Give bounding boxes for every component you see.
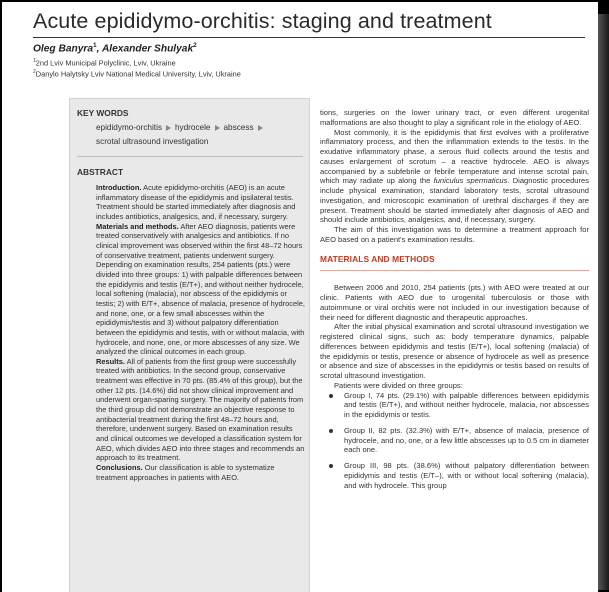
- triangle-separator-icon: [258, 125, 263, 131]
- abstract-conclusions: [96, 463, 306, 482]
- list-item: Group II, 82 pts. (32.3%) with E/T+, absence of malacia, presence of hydrocele, and no, one, or a few little abscesses up to 0.5 cm in diameter each one.: [320, 426, 589, 455]
- affiliation-2-text: Danylo Halytsky Lviv National Medical University, Lviv, Ukraine: [35, 69, 241, 79]
- triangle-separator-icon: [166, 125, 171, 131]
- abstract-label: Introduction.: [96, 183, 142, 192]
- abstract-methods: [96, 222, 306, 357]
- section-divider: [320, 270, 589, 271]
- author-separator: ,: [96, 43, 102, 55]
- author-1-affil-mark: 1: [93, 42, 97, 49]
- keyword: epididymo-orchitis: [96, 123, 162, 132]
- body-paragraph: Between 2006 and 2010, 254 patients (pts.) with AEO were treated at our clinic. Patients with AEO due to urogenital tuberculosis or those with autoimmune or viral orchitis were not included in our investigation because of their need for different diagnostic and therapeutic approaches.: [320, 283, 589, 322]
- abstract-introduction: [96, 183, 306, 222]
- article-page: [2, 2, 598, 592]
- abstract-text: After AEO diagnosis, patients were treated conservatively with analgesics and antibiotics. If no clinical improvement was observed within the first 48–72 hours of conservative treatment, patients underwent surgery. Depending on examination results, 254 patients (pts.) were divided into three groups: 1) with palpable differences between the epididymis and testis (E/T+), and without neither hydrocele, local softening (malacia), nor abscess of the epididymis or testis; 2) with E/T+, absence of malacia, presence of hydrocele, and none, one, or a few small abscesses within the epididymis/testis and 3) without palpatory differentiation between the epididymis and testis, with or without malacia, with hydrocele, and none, one, or more abscesses of any size. We analyzed the clinical outcomes in each group.: [96, 221, 305, 357]
- affiliation-1: [33, 58, 176, 67]
- article-body: [320, 108, 589, 496]
- abstract-text: All of patients from the first group were successfully treated with antibiotics. In the second group, conservative treatment was effective in 70 pts. (85.4% of this group), but the other 12 pts. (14.6%) did not show clinical improvement and underwent organ-sparing surgery. The majority of patients from the third group did not demonstrate an objective response to antibacterial treatment during the first 48–72 hours and, therefore, underwent surgery. Based on examination results and clinical outcomes we developed a classification system for AEO, which divides AEO into three stages and recommends an approach to its treatment.: [96, 356, 305, 463]
- group-list: [320, 391, 589, 491]
- page-shadow: [598, 14, 609, 590]
- body-paragraph: After the initial physical examination and scrotal ultrasound investigation we registered clinical signs, such as: body temperature dynamics, palpable differences between epididymis and testis (E/T+), local softening (malacia) of the epididymis or testis, presence or absence of hydrocele as well as presence or absence and size of abscesses in the epididymis or testis based on results of scrotal ultrasound investigation.: [320, 322, 589, 380]
- body-paragraph: Patients were divided on three groups:: [334, 380, 463, 390]
- emphasis-term: funiculus spermaticus: [433, 176, 508, 186]
- abstract-label: Results.: [96, 356, 125, 366]
- list-item: Group I, 74 pts. (29.1%) with palpable differences between epididymis and testis (E/T+), and without neither hydrocele, malacia, nor abscesses in the epididymis or testis.: [320, 391, 589, 420]
- body-paragraph: tions, surgeries on the lower urinary tract, or even different urogenital malformations are also thought to play a significant role in the etiology of AEO.: [320, 108, 589, 127]
- abstract-results: [96, 357, 306, 463]
- body-text: . Diagnostic procedures include physical examination, standard laboratory tests, scrotal ultrasound investigation, and microscopic examination of urethral discharges if they are present. Treatment should be started immediately after diagnosis of AEO and should include antibiotics, analgesics, and, if necessary, surgery.: [320, 176, 589, 225]
- title-divider: [33, 37, 585, 38]
- keyword: hydrocele: [174, 123, 211, 132]
- author-2-affil-mark: 2: [193, 42, 197, 49]
- abstract-heading: ABSTRACT: [77, 167, 124, 177]
- body-text: Most commonly, it is the epididymis that first evolves with a proliferative inflammatory process, and then the inflammation extends to the testis. In the exudative inflammatory phase, a serous fluid collects around the testis and causes enlargement of scrotum – a reactive hydrocele. AEO is always accompanied by a subfebrile or febrile temperature and intense scrotal pain, which may radiate up along the: [320, 127, 589, 186]
- abstract-text: Our classification is able to systematize treatment approaches in patients with AEO.: [96, 463, 275, 482]
- keyword: scrotal ultrasound investigation: [96, 137, 209, 146]
- abstract-label: Conclusions.: [96, 463, 143, 473]
- abstract-body: [96, 183, 306, 482]
- keywords-line-1: [96, 123, 267, 132]
- affiliation-2: [33, 69, 241, 78]
- triangle-separator-icon: [215, 125, 220, 131]
- abstract-label: Materials and methods.: [96, 221, 179, 231]
- abstract-text: Acute epididymo-orchitis (AEO) is an acute inflammatory disease of the epididymis and ipsilateral testis. Treatment should be started immediately after diagnosis and includes antibiotics, analgesics, and, if necessary, surgery.: [96, 183, 296, 221]
- author-line: [33, 42, 197, 54]
- body-paragraph: The aim of this investigation was to determine a treatment approach for AEO based on a patient's examination results.: [320, 225, 589, 244]
- abstract-panel: [69, 98, 310, 592]
- affiliation-2-mark: 2: [33, 69, 36, 75]
- keywords-divider: [77, 156, 303, 157]
- body-paragraph: [320, 128, 589, 226]
- keywords-line-2: [96, 137, 208, 146]
- article-title: Acute epididymo-orchitis: staging and treatment: [33, 9, 492, 33]
- affiliation-1-text: 2nd Lviv Municipal Polyclinic, Lviv, Ukraine: [35, 58, 176, 68]
- section-heading: MATERIALS AND METHODS: [320, 253, 435, 264]
- author-1: Oleg Banyra: [33, 43, 94, 55]
- list-item: Group III, 98 pts. (38.6%) without palpatory differentiation between epididymis and testis (E/T–), with or without local softening (malacia), and with hydrocele. This group: [320, 461, 589, 490]
- keyword: abscess: [223, 123, 254, 132]
- keywords-heading: KEY WORDS: [77, 108, 129, 118]
- affiliation-1-mark: 1: [33, 58, 36, 64]
- author-2: Alexander Shulyak: [101, 43, 194, 55]
